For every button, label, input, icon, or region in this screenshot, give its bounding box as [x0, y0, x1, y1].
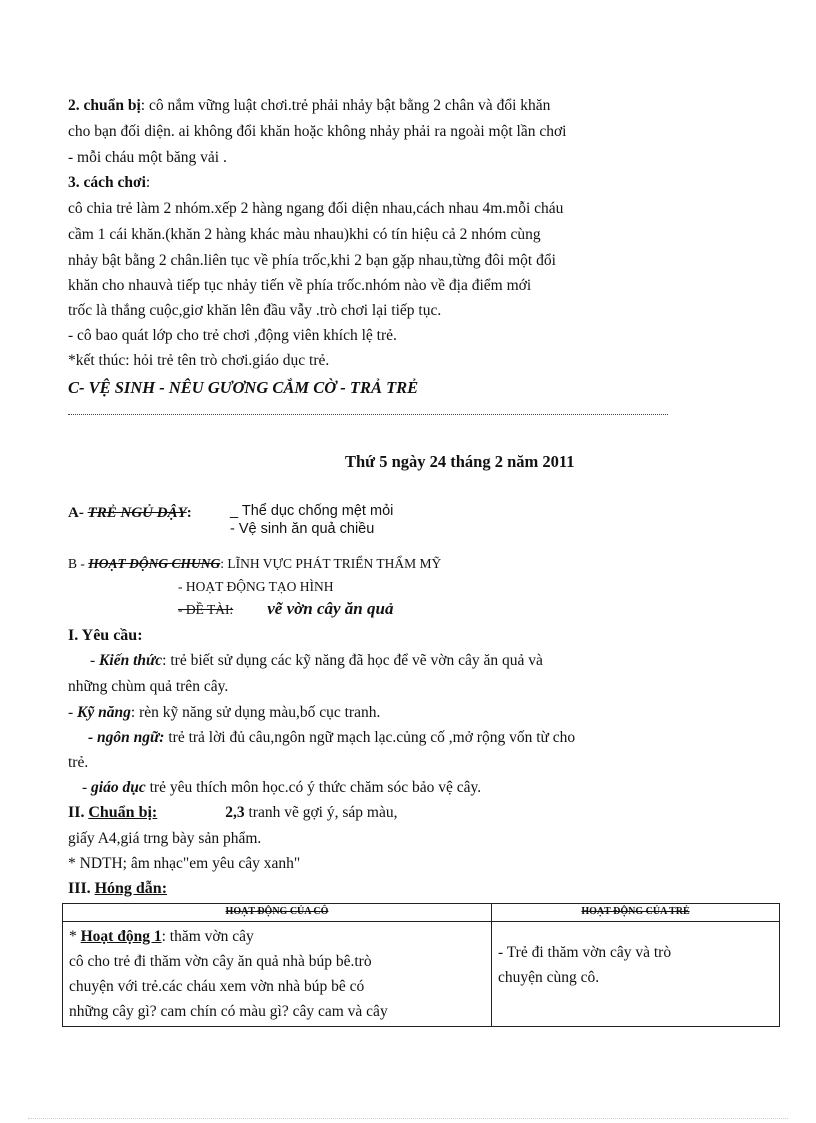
- sec3-line-0: cô chia trẻ làm 2 nhóm.xếp 2 hàng ngang đối diện nhau,cách nhau 4m.mỗi cháu: [68, 200, 564, 217]
- part-b-text: : LĨNH VỰC PHÁT TRIỂN THẨM MỸ: [220, 556, 442, 571]
- sec3-line-5: - cô bao quát lớp cho trẻ chơi ,động viên khích lệ trẻ.: [68, 327, 397, 344]
- sec3-line-6: *kết thúc: hỏi trẻ tên trò chơi.giáo dục trẻ.: [68, 352, 330, 369]
- part-b-heading: [68, 554, 441, 574]
- part-a-item1: _ Thể dục chống mệt mỏi: [230, 503, 394, 519]
- sec3-heading-line: [68, 173, 150, 193]
- sec2-line2: cho bạn đối diện. ai không đổi khăn hoặc không nhảy phải ra ngoài một lần chơi: [68, 123, 567, 140]
- education-label: giáo dục: [91, 779, 146, 796]
- children-activity-cell: [492, 922, 780, 1027]
- language-label: - ngôn ngữ:: [88, 729, 165, 746]
- part-i-education: - giáo dục trẻ yêu thích môn học.có ý thức chăm sóc bảo vệ cây.: [82, 779, 482, 796]
- activity-heading-tail: : thăm vờn cây: [161, 928, 254, 945]
- sec3-line-1: cầm 1 cái khăn.(khăn 2 hàng khác màu nhau)khi có tín hiệu cả 2 nhóm cùng: [68, 226, 541, 243]
- part-i-language-line2: trẻ.: [68, 754, 89, 771]
- dotted-separator: [68, 414, 668, 415]
- knowledge-label: Kiến thức: [99, 652, 163, 669]
- teacher-line-1: chuyện với trẻ.các cháu xem vờn nhà búp bê có: [69, 978, 365, 995]
- teacher-activity-cell: [63, 922, 492, 1027]
- part-iii-heading: [68, 879, 167, 899]
- part-i-skill: - Kỹ năng: rèn kỹ năng sử dụng màu,bố cục tranh.: [68, 704, 381, 721]
- teacher-line-0: cô cho trẻ đi thăm vờn cây ăn quả nhà búp bê.trò: [69, 953, 372, 970]
- part-i-knowledge-line2: những chùm quả trên cây.: [68, 678, 229, 695]
- sec3-line-2: nhảy bật bằng 2 chân.liên tục về phía trốc,khi 2 bạn gặp nhau,từng đôi một đổi: [68, 252, 556, 269]
- sec3-line-3: khăn cho nhauvà tiếp tục nhảy tiến về phía trốc.nhóm nào về địa điểm mới: [68, 277, 532, 294]
- part-a-item2: - Vệ sinh ăn quả chiều: [230, 521, 375, 537]
- part-b-prefix: B -: [68, 556, 85, 571]
- part-a-prefix: A-: [68, 505, 84, 521]
- part-iii-label: III.: [68, 880, 91, 897]
- sec2-text: : cô nắm vững luật chơi.trẻ phải nhảy bật bằng 2 chân và đổi khăn: [140, 97, 551, 114]
- table-header-row: [63, 904, 780, 922]
- children-line-0: - Trẻ đi thăm vờn cây và trò: [498, 944, 672, 961]
- part-i-heading: I. Yêu cầu:: [68, 627, 143, 644]
- date-heading: Thứ 5 ngày 24 tháng 2 năm 2011: [345, 452, 575, 471]
- part-iii-label-u: Hóng dẫn:: [94, 880, 168, 897]
- table-header-teacher: HOẠT ĐỘNG CỦA CÔ: [63, 904, 492, 922]
- knowledge-text: : trẻ biết sử dụng các kỹ năng đã học để vẽ vờn cây ăn quả và: [162, 652, 543, 669]
- part-a-colon: :: [186, 505, 192, 521]
- sec2-heading: 2. chuẩn bị: [68, 97, 141, 114]
- part-b-topic: vẽ vờn cây ăn quả: [267, 599, 394, 618]
- skill-label: Kỹ năng: [77, 704, 131, 721]
- activity-table: [62, 903, 780, 1027]
- part-b-sub1: - HOẠT ĐỘNG TẠO HÌNH: [178, 579, 334, 594]
- page-bottom-border: [28, 1118, 788, 1119]
- part-b-sub2: [178, 599, 393, 620]
- part-ii-number: 2,3: [225, 804, 245, 821]
- part-ii-heading-u: Chuẩn bị:: [88, 804, 158, 821]
- part-ii-text1: tranh vẽ gợi ý, sáp màu,: [244, 804, 398, 821]
- children-line-1: chuyện cùng cô.: [498, 969, 600, 986]
- part-a-heading: [68, 503, 192, 523]
- part-a-label: TRẺ NGỦ DẬY: [87, 505, 187, 521]
- section-c-heading: C- VỆ SINH - NÊU GƯƠNG CẮM CỜ - TRẢ TRẺ: [68, 378, 419, 397]
- sec3-colon: :: [145, 174, 151, 191]
- table-row: [63, 922, 780, 1027]
- teacher-line-2: những cây gì? cam chín có màu gì? cây cam và cây: [69, 1003, 388, 1020]
- sec2-line3: - mỗi cháu một băng vải .: [68, 149, 227, 166]
- part-b-label: HOẠT ĐỘNG CHUNG: [88, 556, 221, 571]
- part-ii-line3: * NDTH; âm nhạc"em yêu cây xanh": [68, 855, 301, 872]
- sec3-line-4: trốc là thắng cuộc,giơ khăn lên đầu vẫy .trò chơi lại tiếp tục.: [68, 302, 442, 319]
- part-ii-heading: II.: [68, 804, 85, 821]
- part-b-sub2-prefix: - ĐỀ TÀI:: [178, 602, 234, 617]
- activity-heading-line: [69, 924, 485, 949]
- table-header-children: HOẠT ĐỘNG CỦA TRẺ: [492, 904, 780, 922]
- part-ii-line2: giấy A4,giá trng bày sản phẩm.: [68, 830, 262, 847]
- part-i-knowledge-line1: - Kiến thức: trẻ biết sử dụng các kỹ năng đã học để vẽ vờn cây ăn quả và: [90, 652, 543, 669]
- skill-text: : rèn kỹ năng sử dụng màu,bố cục tranh.: [130, 704, 381, 721]
- activity-star: *: [69, 928, 77, 945]
- education-text: trẻ yêu thích môn học.có ý thức chăm sóc bảo vệ cây.: [145, 779, 482, 796]
- sec2-line1: [68, 96, 550, 116]
- part-i-language-line1: [88, 728, 575, 748]
- language-text: trẻ trả lời đủ câu,ngôn ngữ mạch lạc.củng cố ,mở rộng vốn từ cho: [164, 729, 576, 746]
- sec3-heading: 3. cách chơi: [68, 174, 146, 191]
- part-ii-line1: [68, 803, 397, 823]
- activity-heading: Hoạt động 1: [80, 928, 162, 945]
